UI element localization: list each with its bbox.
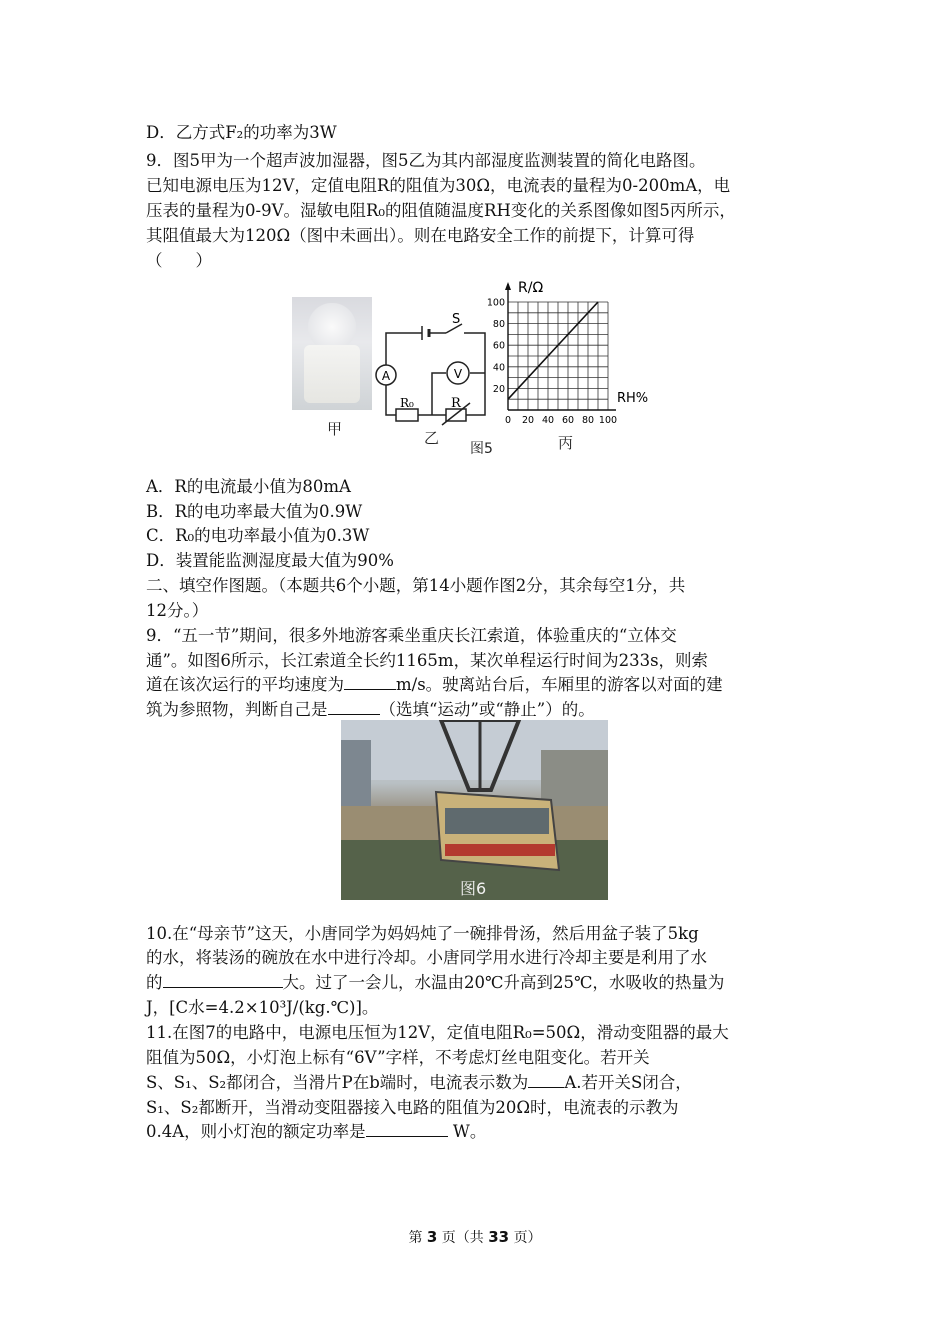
text-segment: 的 (146, 973, 163, 992)
text-line: 阻值为50Ω，小灯泡上标有“6V”字样，不考虑灯丝电阻变化。若开关 (146, 1048, 650, 1067)
text-segment: 道在该次运行的平均速度为 (146, 675, 344, 694)
text-segment: 筑为参照物，判断自己是 (146, 700, 328, 719)
chart-y-axis-label: R/Ω (518, 280, 544, 296)
text-segment: m/s。驶离站台后，车厢里的游客以对面的建 (396, 675, 723, 694)
text-line: S₁、S₂都断开，当滑动变阻器接入电路的阻值为20Ω时，电流表的示教为 (146, 1098, 679, 1117)
text-line: 通”。如图6所示，长江索道全长约1165m，某次单程运行时间为233s，则索 (146, 651, 709, 670)
series-line (508, 302, 598, 399)
figure-label-jia: 甲 (327, 420, 343, 438)
question-9-stem: 9．图5甲为一个超声波加湿器，图5乙为其内部湿度监测装置的简化电路图。 (146, 151, 706, 170)
ammeter-label: A (381, 369, 391, 383)
x-tick-label: 20 (521, 415, 535, 426)
figure-label-yi: 乙 (424, 429, 440, 447)
text-segment: 0.4A，则小灯泡的额定功率是 (146, 1122, 366, 1141)
text-line: 其阻值最大为120Ω（图中未画出）。则在电路安全工作的前提下，计算可得 (146, 226, 695, 245)
text-line (146, 673, 723, 697)
x-tick-label: 60 (561, 415, 575, 426)
chart-axes (505, 282, 616, 410)
text-line: J，[C水=4.2×10³J/(kg.℃)]。 (146, 998, 379, 1017)
question-11-stem: 11.在图7的电路中，电源电压恒为12V，定值电阻R₀=50Ω，滑动变阻器的最大 (146, 1023, 729, 1042)
chart-tick-labels (487, 298, 617, 427)
answer-blank (528, 1071, 564, 1088)
x-tick-label: 100 (598, 415, 618, 426)
text-line (146, 971, 724, 995)
switch-label: S (452, 312, 461, 327)
humidifier-photo (292, 297, 372, 410)
resistor-r0-label: R₀ (400, 396, 414, 410)
cable-car-photo (341, 720, 608, 900)
cable-car-graphic (341, 720, 608, 900)
section-heading: 二、填空作图题。（本题共6个小题，第14小题作图2分，其余每空1分，共 (146, 576, 686, 595)
y-tick-label: 100 (486, 297, 505, 309)
x-tick-label: 0 (504, 415, 512, 426)
option-d: D．装置能监测湿度最大值为90% (146, 551, 394, 570)
option-b: B．R的电功率最大值为0.9W (146, 502, 363, 521)
text-segment: 大。过了一会儿，水温由20℃升高到25℃，水吸收的热量为 (282, 973, 725, 992)
text-segment: A.若开关S闭合， (564, 1073, 692, 1092)
page-footer (0, 1227, 950, 1247)
chart-x-axis-label: RH% (617, 391, 649, 406)
footer-page-number: 3 (426, 1228, 438, 1246)
footer-pre: 第 (408, 1230, 423, 1246)
y-tick-label: 40 (492, 362, 505, 374)
humidifier-device-graphic (304, 345, 360, 403)
mist-graphic (308, 303, 356, 351)
voltmeter-label: V (453, 367, 463, 381)
option-c: C．R₀的电功率最小值为0.3W (146, 526, 370, 545)
answer-bracket: （ ） (146, 251, 212, 270)
text-line: 已知电源电压为12V，定值电阻R的阻值为30Ω，电流表的量程为0-200mA，电 (146, 176, 731, 195)
y-axis-arrow-icon (505, 282, 511, 290)
answer-blank (344, 673, 396, 690)
x-tick-label: 40 (541, 415, 555, 426)
figure-6-caption: 图6 (460, 879, 487, 898)
answer-blank (366, 1120, 448, 1137)
humidity-resistance-chart (480, 270, 660, 445)
circuit-diagram (372, 297, 492, 427)
question-10-stem: 10.在“母亲节”这天，小唐同学为妈妈炖了一碗排骨汤，然后用盆子装了5kg (146, 924, 699, 943)
footer-total-pages: 33 (488, 1228, 510, 1246)
text-line: 压表的量程为0-9V。湿敏电阻R₀的阻值随温度RH变化的关系图像如图5丙所示， (146, 201, 736, 220)
text-line (146, 1120, 486, 1144)
answer-blank (163, 971, 283, 988)
text-line: 12分。） (146, 601, 209, 620)
figure-label-bing: 丙 (558, 434, 574, 452)
answer-blank (328, 698, 380, 715)
text-line: 的水，将装汤的碗放在水中进行冷却。小唐同学用水进行冷却主要是利用了水 (146, 948, 707, 967)
x-tick-label: 80 (581, 415, 595, 426)
text-line (146, 698, 595, 722)
footer-mid: 页（共 (441, 1230, 484, 1246)
text-segment: W。 (447, 1122, 487, 1141)
text-line (146, 1071, 692, 1095)
footer-post: 页） (513, 1230, 542, 1246)
chart-grid (508, 302, 608, 410)
y-tick-label: 20 (492, 383, 505, 395)
y-tick-label: 80 (492, 319, 505, 331)
text-segment: （选填“运动”或“静止”）的。 (379, 700, 595, 719)
text-line: D．乙方式F₂的功率为3W (146, 123, 337, 142)
chart-series (508, 302, 598, 399)
resistor-r-label: R (451, 396, 461, 411)
option-a: A．R的电流最小值为80mA (146, 477, 351, 496)
figure-5-caption: 图5 (470, 441, 493, 457)
y-tick-label: 60 (492, 340, 505, 352)
text-segment: S、S₁、S₂都闭合，当滑片P在b端时，电流表示数为 (146, 1073, 529, 1092)
question-9b-stem: 9．“五一节”期间，很多外地游客乘坐重庆长江索道，体验重庆的“立体交 (146, 626, 677, 645)
